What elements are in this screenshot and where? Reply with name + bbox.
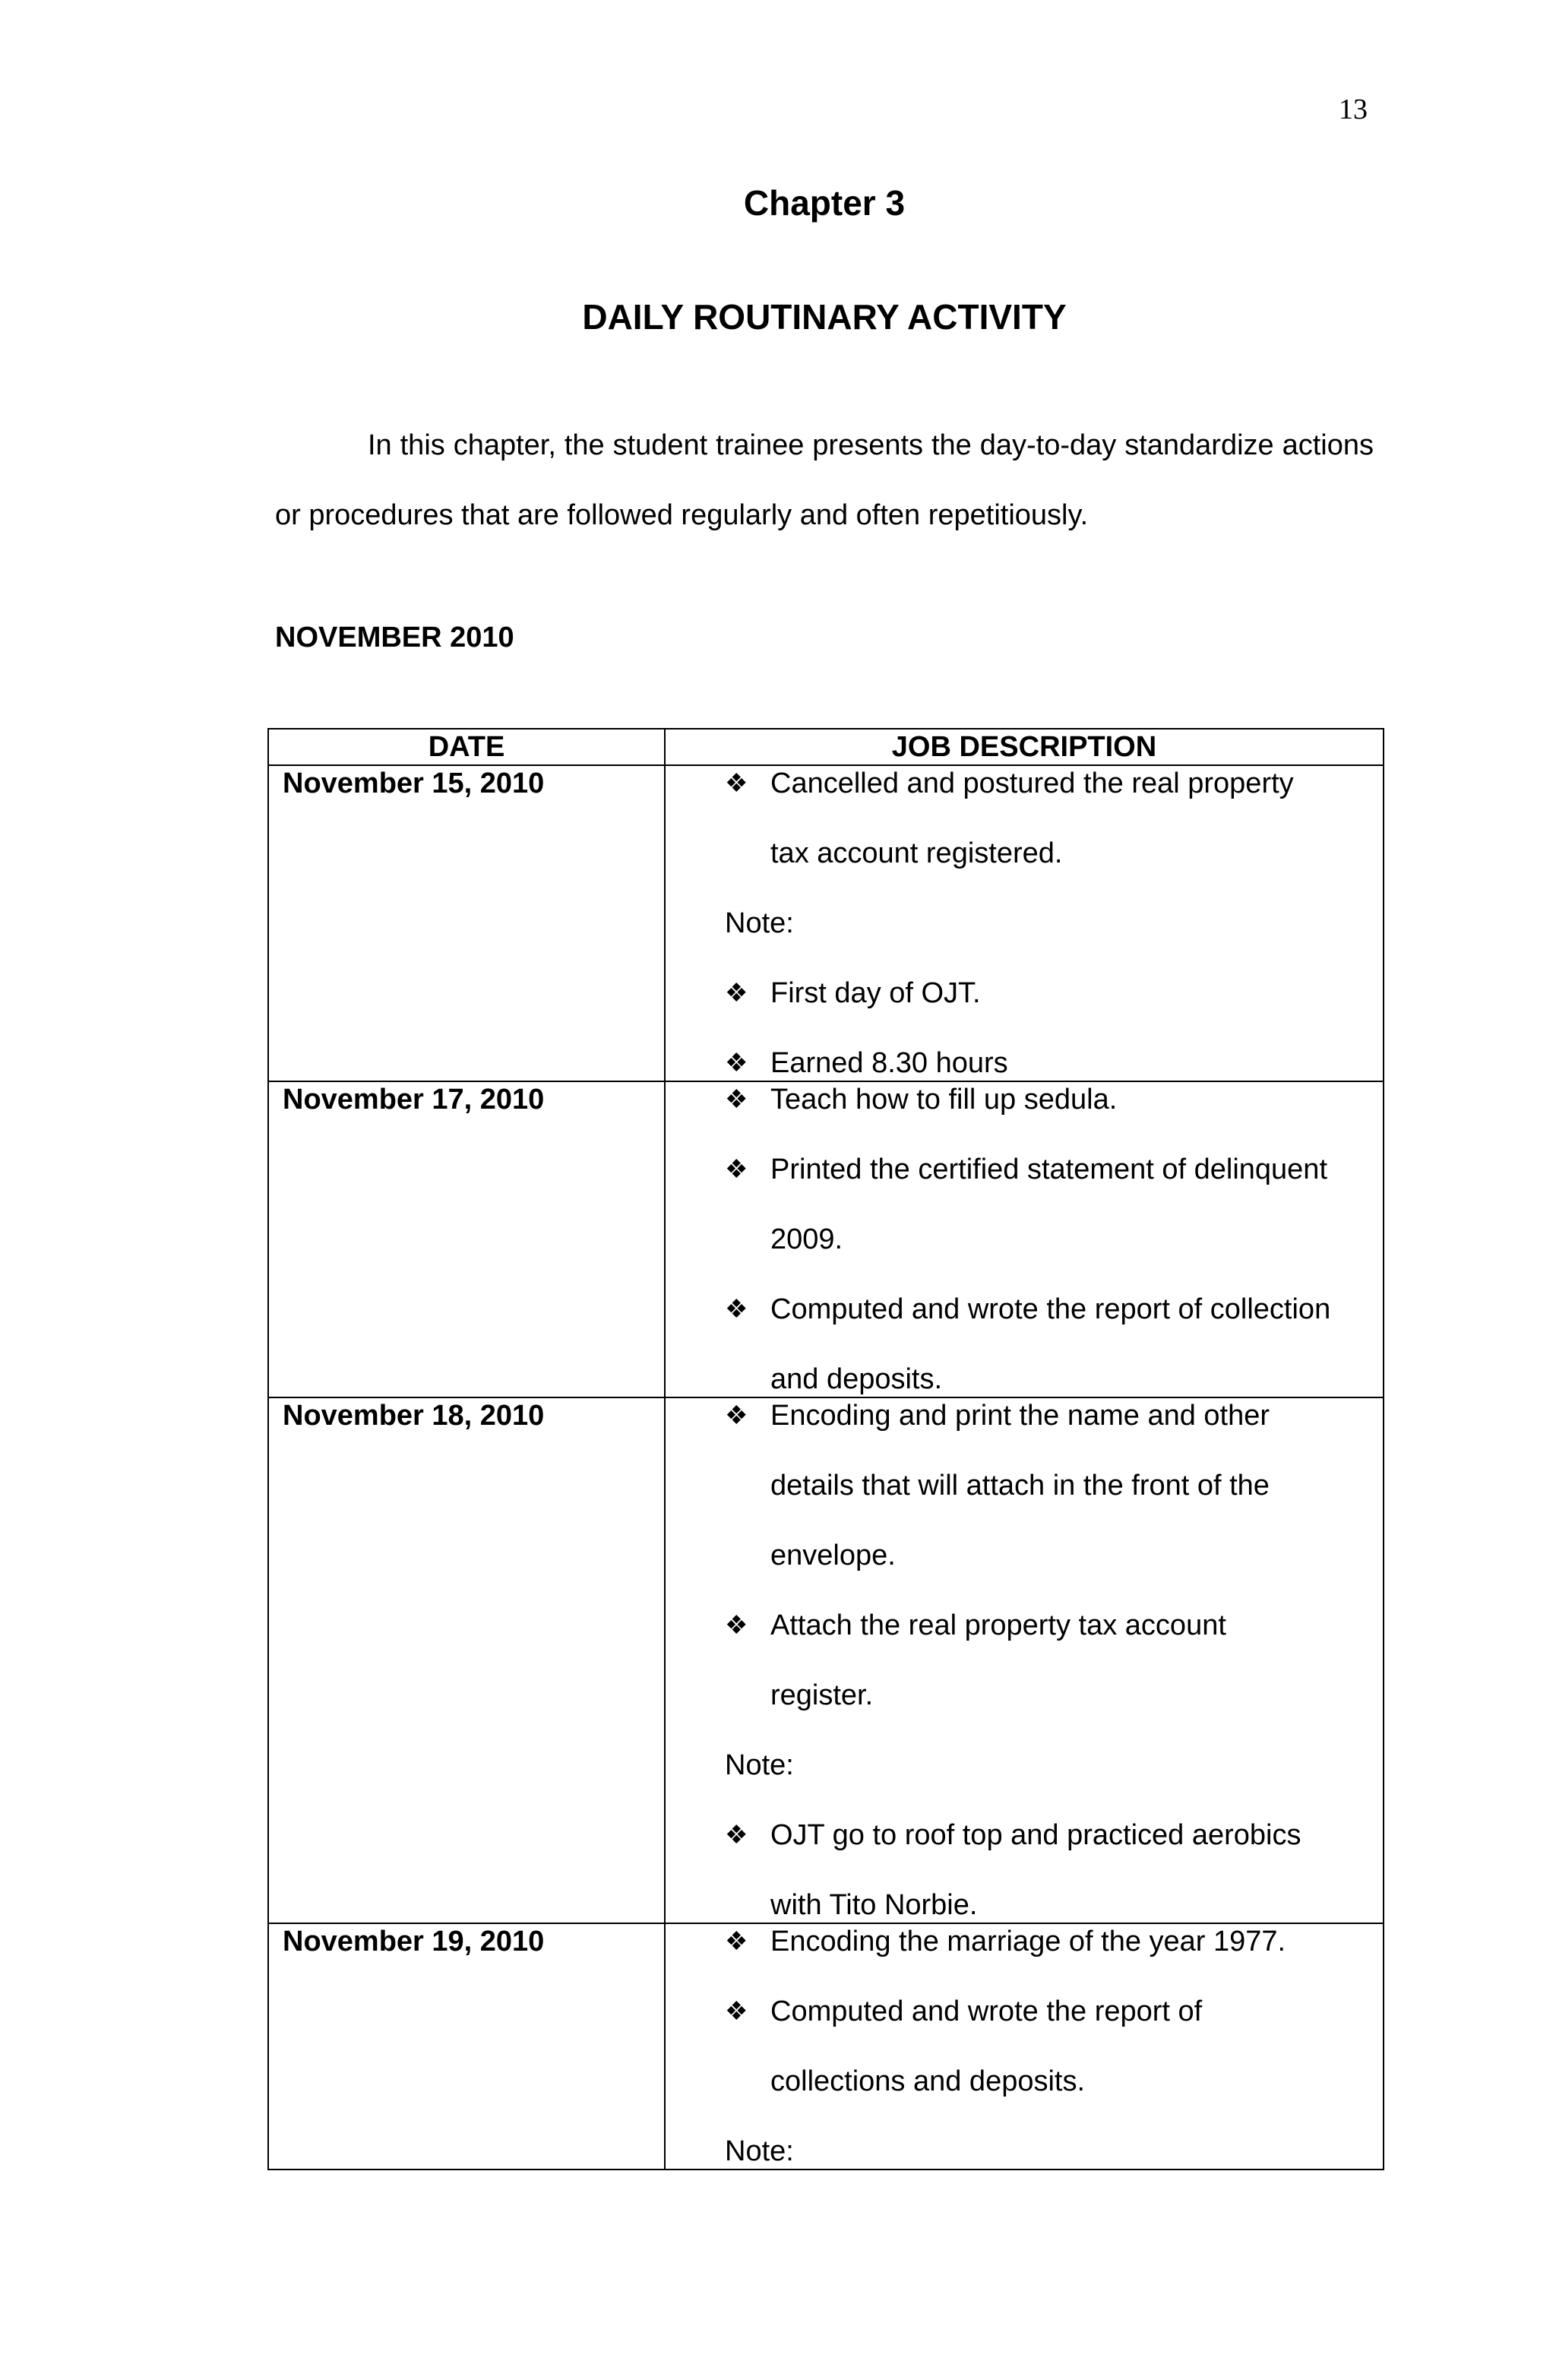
description-line — [725, 1608, 1372, 1678]
table-row — [268, 1081, 1384, 1397]
note-label — [725, 2134, 1372, 2169]
date-cell — [268, 1923, 665, 2170]
chapter-title: Chapter 3 — [743, 183, 906, 223]
description-line — [725, 1398, 1372, 1468]
description-line — [725, 1046, 1372, 1081]
job-description-cell — [665, 1081, 1384, 1397]
description-text: First day of OJT. — [770, 977, 981, 1009]
diamond-bullet-icon: ❖ — [725, 1997, 748, 2026]
description-text: Encoding the marriage of the year 1977. — [770, 1926, 1286, 1957]
description-text: 2009. — [770, 1223, 843, 1255]
description-line — [725, 1292, 1372, 1362]
diamond-bullet-icon: ❖ — [725, 1049, 748, 1078]
date-cell — [268, 1081, 665, 1397]
description-text: and deposits. — [770, 1363, 943, 1395]
diamond-bullet-icon: ❖ — [725, 769, 748, 798]
description-line — [725, 976, 1372, 1046]
job-description-cell — [665, 1397, 1384, 1923]
intro-paragraph: In this chapter, the student trainee presents the day-to-day standardize actions or procedures that are followed regularly and often repetitiously. — [275, 429, 1374, 531]
description-text: register. — [770, 1679, 874, 1711]
description-line — [725, 766, 1372, 836]
diamond-bullet-icon: ❖ — [725, 1085, 748, 1114]
description-text: collections and deposits. — [770, 2065, 1086, 2097]
diamond-bullet-icon: ❖ — [725, 979, 748, 1008]
table-row — [268, 1397, 1384, 1923]
description-line — [725, 1924, 1372, 1994]
table-body — [268, 765, 1384, 2170]
diamond-bullet-icon: ❖ — [725, 1821, 748, 1850]
entry-date: November 19, 2010 — [283, 1926, 545, 1957]
description-line — [725, 1678, 1372, 1748]
description-text: Cancelled and postured the real property — [770, 767, 1294, 799]
description-text: OJT go to roof top and practiced aerobics — [770, 1819, 1301, 1851]
diamond-bullet-icon: ❖ — [725, 1155, 748, 1184]
date-cell — [268, 1397, 665, 1923]
job-description-list — [666, 1398, 1383, 1923]
description-line — [725, 1818, 1372, 1888]
description-text: with Tito Norbie. — [770, 1889, 978, 1921]
description-text: Computed and wrote the report of — [770, 1995, 1203, 2027]
diamond-bullet-icon: ❖ — [725, 1401, 748, 1430]
note-label — [725, 1748, 1372, 1818]
table-row — [268, 765, 1384, 1081]
description-text: Printed the certified statement of delinquent — [770, 1154, 1328, 1185]
job-description-cell — [665, 1923, 1384, 2170]
date-cell — [268, 765, 665, 1081]
entry-date: November 15, 2010 — [283, 767, 545, 799]
job-description-list — [666, 766, 1383, 1081]
description-text: Teach how to fill up sedula. — [770, 1084, 1118, 1116]
description-line — [725, 836, 1372, 906]
description-text: Note: — [725, 2135, 794, 2167]
description-line — [725, 1888, 1372, 1923]
job-description-cell — [665, 765, 1384, 1081]
note-label — [725, 906, 1372, 976]
description-line — [725, 1222, 1372, 1292]
month-heading: NOVEMBER 2010 — [275, 622, 514, 654]
description-text: tax account registered. — [770, 837, 1063, 869]
description-line — [725, 1362, 1372, 1397]
table-row — [268, 1923, 1384, 2170]
page-number: 13 — [1339, 93, 1368, 125]
description-text: details that will attach in the front of the — [770, 1470, 1270, 1502]
description-line — [725, 1152, 1372, 1222]
description-line — [725, 2064, 1372, 2134]
activity-table — [267, 728, 1384, 2170]
job-description-column-header: JOB DESCRIPTION — [665, 729, 1384, 765]
description-text: Earned 8.30 hours — [770, 1047, 1008, 1079]
description-text: envelope. — [770, 1540, 896, 1571]
table-header-row — [268, 729, 1384, 765]
description-text: Computed and wrote the report of collection — [770, 1293, 1331, 1325]
description-text: Encoding and print the name and other — [770, 1400, 1270, 1432]
date-column-header: DATE — [268, 729, 665, 765]
entry-date: November 18, 2010 — [283, 1400, 545, 1432]
job-description-list — [666, 1924, 1383, 2169]
description-text: Note: — [725, 907, 794, 939]
description-line — [725, 1538, 1372, 1608]
description-text: Attach the real property tax account — [770, 1609, 1226, 1641]
job-description-list — [666, 1082, 1383, 1397]
diamond-bullet-icon: ❖ — [725, 1611, 748, 1640]
entry-date: November 17, 2010 — [283, 1084, 545, 1116]
section-title: DAILY ROUTINARY ACTIVITY — [582, 297, 1067, 337]
description-line — [725, 1994, 1372, 2064]
description-line — [725, 1082, 1372, 1152]
description-line — [725, 1468, 1372, 1538]
diamond-bullet-icon: ❖ — [725, 1927, 748, 1956]
diamond-bullet-icon: ❖ — [725, 1295, 748, 1324]
description-text: Note: — [725, 1749, 794, 1781]
